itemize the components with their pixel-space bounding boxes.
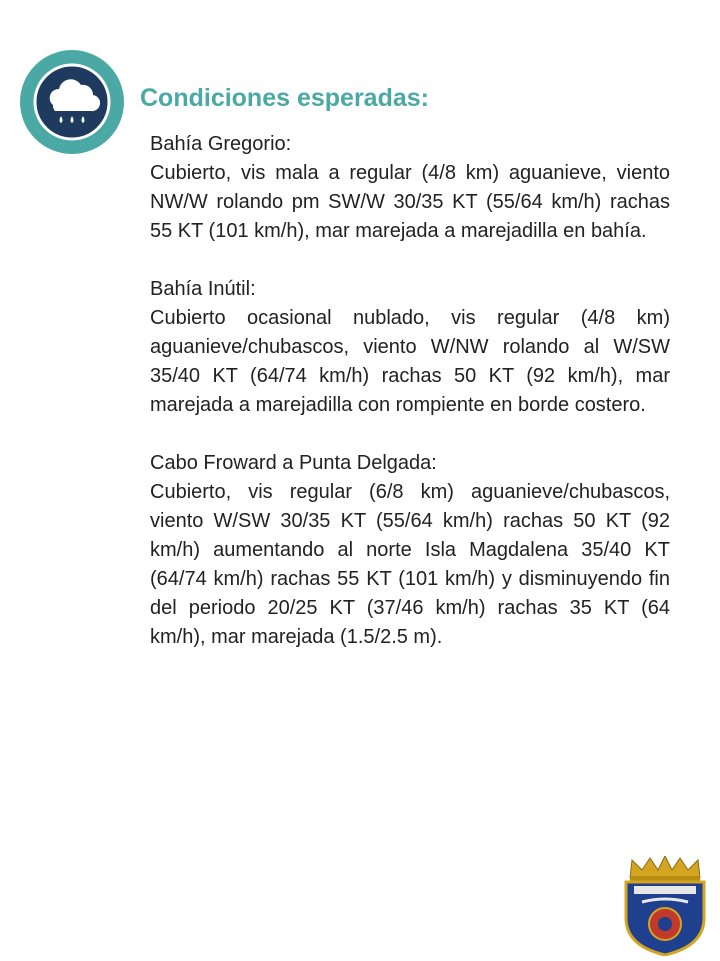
forecast-section-bahia-inutil [150,275,670,420]
section-heading: Bahía Gregorio: [150,133,292,155]
rain-cloud-icon [20,50,124,154]
forecast-section-cabo-froward [150,449,670,652]
section-heading: Bahía Inútil: [150,278,256,300]
section-text: Cubierto, vis mala a regular (4/8 km) aguanieve, viento NW/W rolando pm SW/W 30/35 KT (55/64 km/h) rachas 55 KT (101 km/h), mar marejada a marejadilla en bahía. [150,162,670,242]
section-text: Cubierto ocasional nublado, vis regular (4/8 km) aguanieve/chubascos, viento W/NW rolando al W/SW 35/40 KT (64/74 km/h) rachas 50 KT (92 km/h), mar marejada a marejadilla con rompiente en borde costero. [150,307,670,416]
armada-de-chile-crest-icon [620,856,710,956]
section-heading: Cabo Froward a Punta Delgada: [150,452,437,474]
forecast-content [150,130,670,681]
page-title: Condiciones esperadas: [140,84,429,112]
section-text: Cubierto, vis regular (6/8 km) aguanieve/chubascos, viento W/SW 30/35 KT (55/64 km/h) rachas 50 KT (92 km/h) aumentando al norte Isla Magdalena 35/40 KT (64/74 km/h) rachas 55 KT (101 km/h) y disminuyendo fin del periodo 20/25 KT (37/46 km/h) rachas 35 KT (64 km/h), mar marejada (1.5/2.5 m). [150,481,670,648]
forecast-section-bahia-gregorio [150,130,670,246]
